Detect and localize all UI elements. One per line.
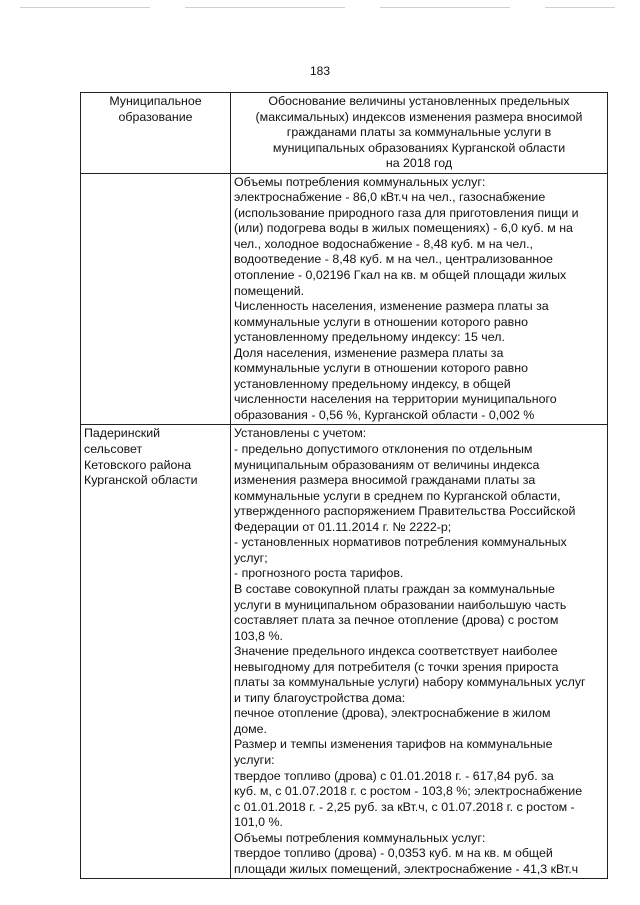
justification-table (80, 92, 608, 879)
text-line: 103,8 %. (234, 628, 283, 643)
table-row (81, 173, 608, 425)
text-line: Численность населения, изменение размера платы за (234, 299, 549, 314)
justification-cell (231, 173, 608, 425)
page-number: 183 (309, 64, 331, 78)
text-line: - установленных нормативов потребления коммунальных (234, 535, 567, 550)
municipality-cell (81, 173, 231, 425)
scan-artifact-line (20, 7, 150, 8)
text-line: и типу благоустройства дома: (234, 690, 406, 705)
scan-artifact-line (545, 7, 615, 8)
text-line: 101,0 %. (234, 815, 283, 830)
text-line: электроснабжение - 86,0 кВт.ч на чел., газоснабжение (234, 190, 546, 205)
table-header-row (81, 93, 608, 174)
municipality-cell (81, 425, 231, 879)
text-line: (использование природного газа для приготовления пищи и (234, 205, 579, 220)
text-line: (или) подогрева воды в жилых помещениях) - 6,0 куб. м на (234, 221, 573, 236)
text-line: муниципальным образованиям от величины индекса (234, 457, 540, 472)
text-line: услуги: (234, 752, 275, 767)
header-text: Муниципальное (109, 94, 202, 108)
header-text: (максимальных) индексов изменения размера вносимой (255, 109, 583, 124)
text-line: платы за коммунальные услуги) набору коммунальных услуг (234, 675, 586, 690)
text-line: - прогнозного роста тарифов. (234, 566, 404, 581)
justification-cell (231, 425, 608, 879)
text-line: отопление - 0,02196 Гкал на кв. м общей площади жилых (234, 268, 567, 283)
text-line: твердое топливо (дрова) с 01.01.2018 г. - 617,84 руб. за (234, 768, 554, 783)
text-line: установленному предельному индексу: 15 чел. (234, 330, 505, 345)
scan-artifact-line (185, 7, 345, 8)
text-line: услуги в муниципальном образовании наибольшую часть (234, 597, 567, 612)
text-line: Объемы потребления коммунальных услуг: (234, 174, 486, 189)
text-line: изменения размера вносимой гражданами платы за (234, 473, 536, 488)
text-line: коммунальные услуги в среднем по Курганской области, (234, 488, 561, 503)
text-line: установленному предельному индексу, в общей (234, 376, 511, 391)
text-line: - предельно допустимого отклонения по отдельным (234, 442, 533, 457)
text-line: услуг; (234, 550, 268, 565)
text-line: печное отопление (дрова), электроснабжение в жилом (234, 706, 551, 721)
text-line: невыгодному для потребителя (с точки зрения прироста (234, 659, 559, 674)
text-line: коммунальные услуги в отношении которого равно (234, 361, 528, 376)
text-line: Размер и темпы изменения тарифов на коммунальные (234, 737, 553, 752)
text-line: площади жилых помещений, электроснабжение - 41,3 кВт.ч (234, 861, 579, 876)
text-line: чел., холодное водоснабжение - 8,48 куб. м на чел., (234, 236, 533, 251)
text-line: Федерации от 01.11.2014 г. № 2222-р; (234, 519, 452, 534)
municipality-name-line: сельсовет (84, 442, 143, 457)
municipality-name-line: Падеринский (84, 426, 161, 441)
text-line: утвержденного распоряжением Правительства Российской (234, 504, 576, 519)
table-row (81, 425, 608, 879)
header-justification (231, 93, 608, 174)
text-line: коммунальные услуги в отношении которого равно (234, 314, 528, 329)
text-line: численности населения на территории муниципального (234, 392, 557, 407)
header-text: образование (118, 109, 193, 124)
municipality-name-line: Курганской области (84, 473, 198, 488)
text-line: твердое топливо (дрова) - 0,0353 куб. м на кв. м общей (234, 846, 553, 861)
header-text: на 2018 год (385, 156, 453, 171)
text-line: Доля населения, изменение размера платы за (234, 345, 504, 360)
text-line: образования - 0,56 %, Курганской области - 0,002 % (234, 407, 535, 422)
text-line: доме. (234, 721, 267, 736)
header-municipality (81, 93, 231, 174)
header-text: муниципальных образованиях Курганской области (272, 140, 566, 155)
text-line: водоотведение - 8,48 куб. м на чел., централизованное (234, 252, 553, 267)
text-line: с 01.01.2018 г. - 2,25 руб. за кВт.ч, с 01.07.2018 г. с ростом - (234, 799, 575, 814)
text-line: Значение предельного индекса соответствует наиболее (234, 644, 558, 659)
header-text: гражданами платы за коммунальные услуги в (286, 125, 552, 140)
municipality-name-line: Кетовского района (84, 457, 192, 472)
text-line: куб. м, с 01.07.2018 г. с ростом - 103,8 %; электроснабжение (234, 784, 583, 799)
text-line: составляет плата за печное отопление (дрова) с ростом (234, 613, 559, 628)
scan-artifact-line (380, 7, 510, 8)
text-line: В составе совокупной платы граждан за коммунальные (234, 581, 555, 596)
header-text: Обоснование величины установленных предельных (268, 94, 570, 108)
text-line: Объемы потребления коммунальных услуг: (234, 830, 486, 845)
text-line: Установлены с учетом: (234, 426, 367, 441)
text-line: помещений. (234, 283, 305, 298)
